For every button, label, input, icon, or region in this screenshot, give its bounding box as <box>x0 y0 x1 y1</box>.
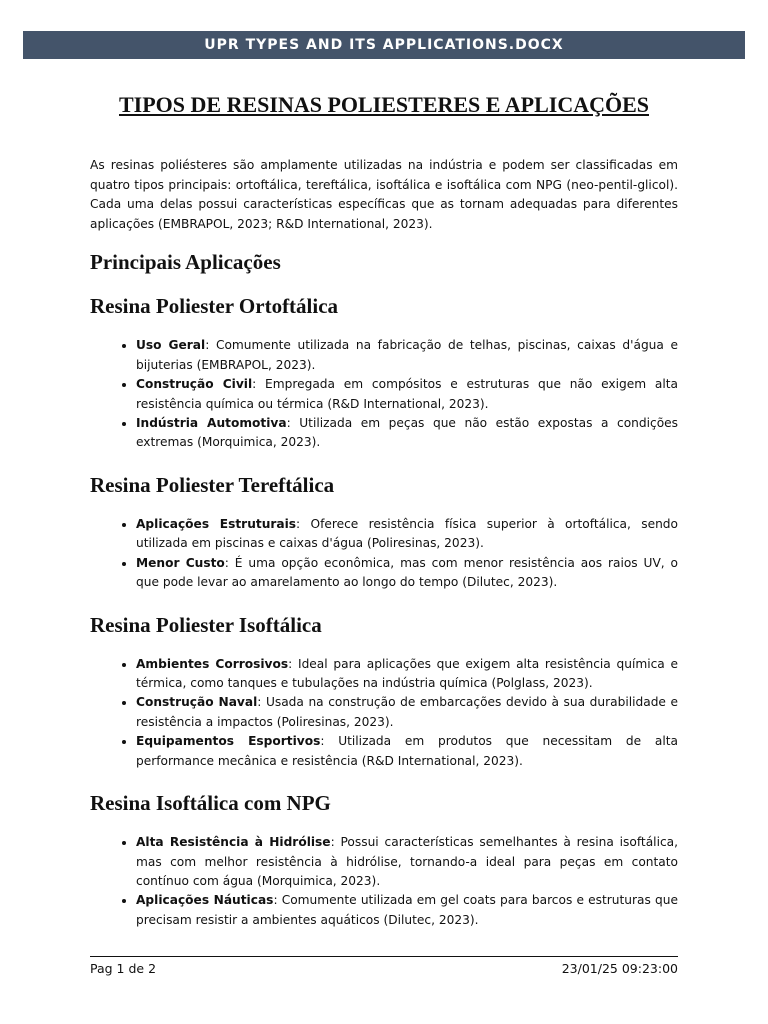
bullet-list-tereftalica <box>90 515 678 593</box>
list-item-term: Aplicações Estruturais <box>136 516 297 531</box>
document-filename: UPR TYPES AND ITS APPLICATIONS.DOCX <box>204 37 564 53</box>
list-item-text: : É uma opção econômica, mas com menor resistência aos raios UV, o que pode levar ao amarelamento ao longo do tempo (Dilutec, 2023). <box>136 555 678 590</box>
page-number: Pag 1 de 2 <box>90 961 157 976</box>
section-heading-ortoftalica: Resina Poliester Ortoftálica <box>90 294 339 319</box>
footer-timestamp: 23/01/25 09:23:00 <box>561 961 678 976</box>
list-item <box>136 891 678 930</box>
page-footer <box>90 956 678 976</box>
section-heading-isoftalica: Resina Poliester Isoftálica <box>90 612 322 637</box>
list-item <box>136 554 678 593</box>
list-item-text: : Ideal para aplicações que exigem alta resistência química e térmica, como tanques e tubulações na indústria química (Polglass, 2023). <box>136 656 678 691</box>
list-item-term: Uso Geral <box>136 338 206 353</box>
bullet-list-ortoftalica <box>90 336 678 452</box>
list-item-term: Alta Resistência à Hidrólise <box>136 835 331 850</box>
list-item-term: Construção Naval <box>136 695 258 710</box>
list-item-text: : Possui características semelhantes à resina isoftálica, mas com melhor resistência à hidrólise, tornando-a ideal para peças em contato contínuo com água (Morquimica, 2023). <box>136 835 678 889</box>
list-item-term: Construção Civil <box>136 377 253 392</box>
bullet-list-isoftalica-npg <box>90 833 678 930</box>
list-item-text: : Utilizada em peças que não estão expostas a condições extremas (Morquimica, 2023). <box>136 415 679 450</box>
list-item <box>136 414 678 453</box>
list-item-text: : Oferece resistência física superior à ortoftálica, sendo utilizada em piscinas e caixas d'água (Poliresinas, 2023). <box>136 516 678 551</box>
list-item <box>136 693 678 732</box>
list-item <box>136 833 678 891</box>
list-item <box>136 336 678 375</box>
list-item <box>136 655 678 694</box>
list-item-term: Menor Custo <box>136 555 225 570</box>
list-item <box>136 375 678 414</box>
list-item-term: Equipamentos Esportivos <box>136 734 321 749</box>
list-item-term: Aplicações Náuticas <box>136 893 274 908</box>
document-body <box>90 92 678 950</box>
list-item-term: Indústria Automotiva <box>136 415 287 430</box>
list-item-text: : Comumente utilizada na fabricação de telhas, piscinas, caixas d'água e bijuterias (EMBRAPOL, 2023). <box>136 338 678 372</box>
list-item-text: : Empregada em compósitos e estruturas que não exigem alta resistência química ou térmica (R&D International, 2023). <box>136 377 679 411</box>
list-item-term: Ambientes Corrosivos <box>136 656 289 671</box>
list-item-text: : Usada na construção de embarcações devido à sua durabilidade e resistência a impactos (Poliresinas, 2023). <box>136 695 678 729</box>
intro-paragraph: As resinas poliésteres são amplamente utilizadas na indústria e podem ser classificadas em quatro tipos principais: ortoftálica, tereftálica, isoftálica e isoftálica com NPG (neo-pentil-glicol). Cada uma delas possui características específicas que as tornam adequadas para diferentes aplicações (EMBRAPOL, 2023; R&D International, 2023). <box>90 158 678 231</box>
document-title-bar <box>23 31 745 59</box>
page-title: TIPOS DE RESINAS POLIESTERES E APLICAÇÕES <box>119 92 649 117</box>
section-heading-tereftalica: Resina Poliester Tereftálica <box>90 472 335 497</box>
list-item <box>136 515 678 554</box>
bullet-list-isoftalica <box>90 655 678 771</box>
list-item <box>136 732 678 771</box>
section-heading-isoftalica-npg: Resina Isoftálica com NPG <box>90 791 331 816</box>
list-item-text: : Utilizada em produtos que necessitam de alta performance mecânica e resistência (R&D International, 2023). <box>136 734 678 768</box>
list-item-text: : Comumente utilizada em gel coats para barcos e estruturas que precisam resistir a ambientes aquáticos (Dilutec, 2023). <box>136 893 678 927</box>
main-heading: Principais Aplicações <box>90 250 281 275</box>
